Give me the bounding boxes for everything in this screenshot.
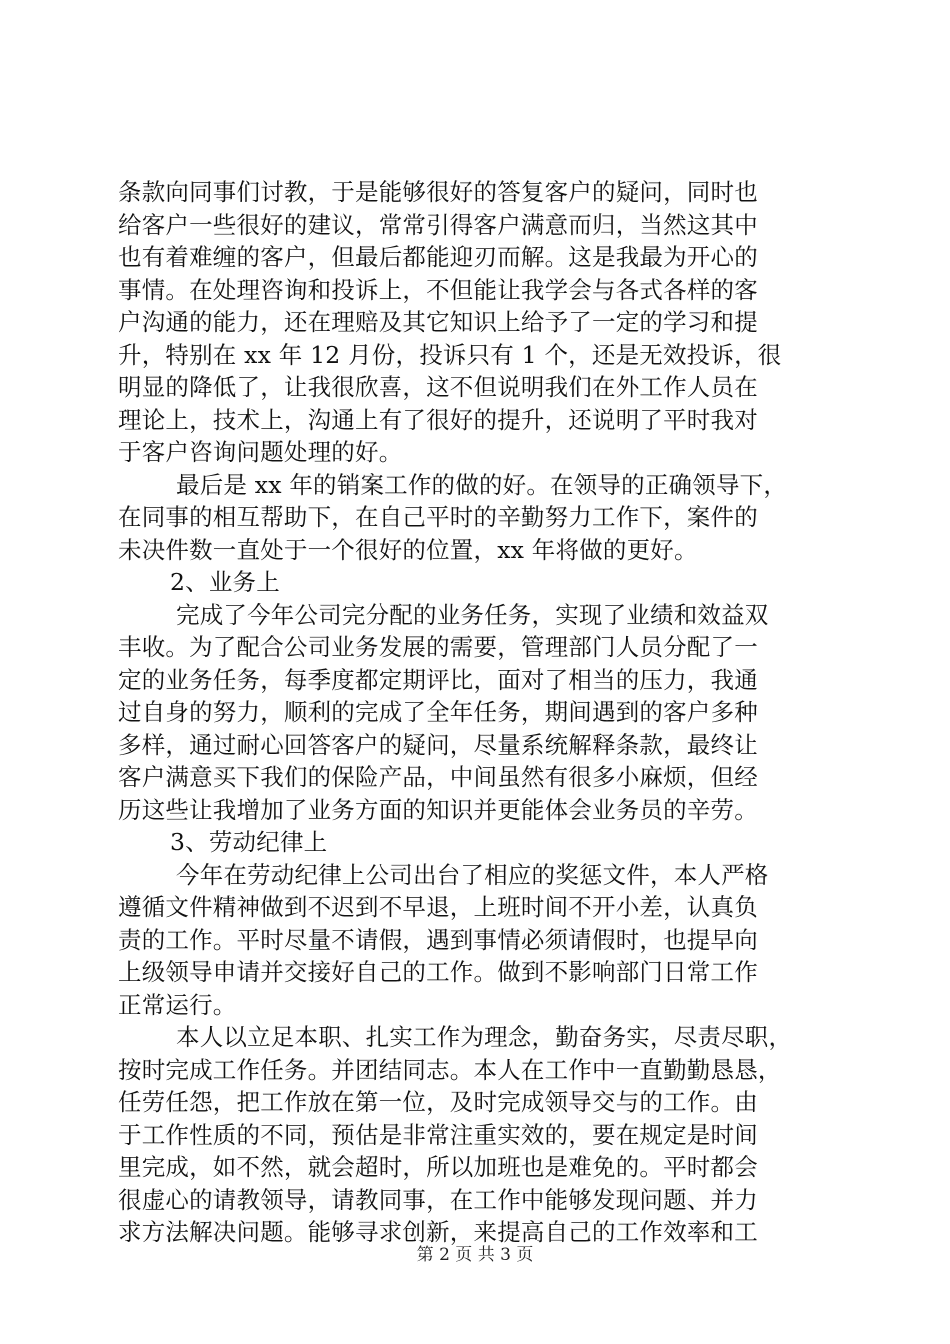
text-line: 未决件数一直处于一个很好的位置，xx 年将做的更好。	[118, 535, 698, 564]
paragraph-first-line: 最后是 xx 年的销案工作的做的好。在领导的正确领导下，	[176, 470, 788, 499]
text-line: 正常运行。	[118, 990, 237, 1019]
section-heading: 3、劳动纪律上	[170, 828, 328, 856]
section-heading: 2、业务上	[170, 568, 280, 596]
text-line: 明显的降低了，让我很欣喜，这不但说明我们在外工作人员在	[118, 373, 758, 401]
text-line: 理论上，技术上，沟通上有了很好的提升，还说明了平时我对	[118, 405, 758, 434]
text-line: 里完成，如不然，就会超时，所以加班也是难免的。平时都会	[118, 1153, 758, 1181]
text-line: 事情。在处理咨询和投诉上，不但能让我学会与各式各样的客	[118, 275, 758, 304]
paragraph-first-line: 本人以立足本职、扎实工作为理念，勤奋务实，尽责尽职，	[176, 1023, 793, 1051]
text-line: 历这些让我增加了业务方面的知识并更能体会业务员的辛劳。	[118, 795, 758, 824]
text-line: 丰收。为了配合公司业务发展的需要，管理部门人员分配了一	[118, 633, 758, 661]
paragraph-first-line: 今年在劳动纪律上公司出台了相应的奖惩文件，本人严格	[176, 860, 769, 889]
text-line: 过自身的努力，顺利的完成了全年任务，期间遇到的客户多种	[118, 698, 758, 726]
text-line: 定的业务任务，每季度都定期评比，面对了相当的压力，我通	[118, 665, 758, 694]
text-line: 按时完成工作任务。并团结同志。本人在工作中一直勤勤恳恳，	[118, 1055, 782, 1084]
paragraph-first-line: 完成了今年公司完分配的业务任务，实现了业绩和效益双	[176, 600, 769, 629]
text-line: 很虚心的请教领导，请教同事，在工作中能够发现问题、并力	[118, 1185, 758, 1214]
text-line: 户沟通的能力，还在理赔及其它知识上给予了一定的学习和提	[118, 308, 758, 336]
text-line: 升，特别在 xx 年 12 月份，投诉只有 1 个，还是无效投诉，很	[118, 340, 782, 369]
text-line: 责的工作。平时尽量不请假，遇到事情必须请假时，也提早向	[118, 925, 758, 954]
text-line: 多样，通过耐心回答客户的疑问，尽量系统解释条款，最终让	[118, 730, 758, 759]
text-line: 也有着难缠的客户，但最后都能迎刃而解。这是我最为开心的	[118, 243, 758, 271]
text-line: 上级领导申请并交接好自己的工作。做到不影响部门日常工作	[118, 958, 758, 986]
text-line: 遵循文件精神做到不迟到不早退，上班时间不开小差，认真负	[118, 893, 758, 921]
text-line: 在同事的相互帮助下，在自己平时的辛勤努力工作下，案件的	[118, 503, 758, 531]
text-line: 客户满意买下我们的保险产品，中间虽然有很多小麻烦，但经	[118, 763, 758, 791]
text-line: 条款向同事们讨教，于是能够很好的答复客户的疑问，同时也	[118, 178, 758, 206]
text-line: 任劳任怨，把工作放在第一位，及时完成领导交与的工作。由	[118, 1088, 758, 1116]
text-line: 于工作性质的不同，预估是非常注重实效的，要在规定是时间	[118, 1120, 758, 1149]
text-line: 给客户一些很好的建议，常常引得客户满意而归，当然这其中	[118, 210, 758, 239]
text-line: 于客户咨询问题处理的好。	[118, 438, 403, 466]
document-body	[118, 176, 838, 1249]
page-number-footer: 第 2 页 共 3 页	[416, 1245, 534, 1265]
text-line: 求方法解决问题。能够寻求创新，来提高自己的工作效率和工	[118, 1218, 758, 1246]
